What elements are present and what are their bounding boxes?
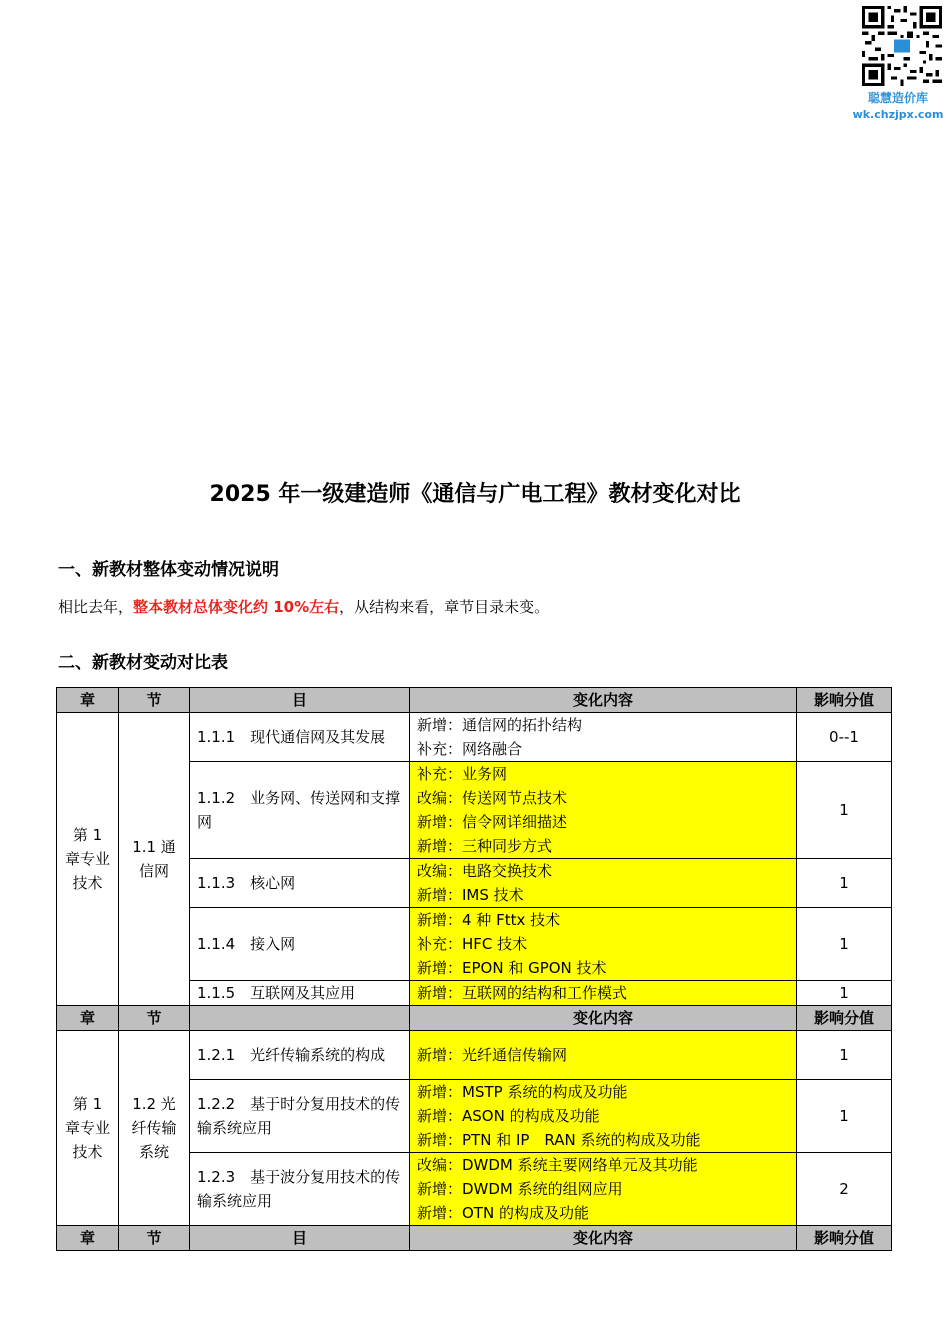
- change-line: 新增：4 种 Fttx 技术: [417, 911, 561, 929]
- brand-name: 聪慧造价库: [867, 91, 928, 105]
- change-line: 新增：光纤通信传输网: [417, 1046, 568, 1064]
- brand-url[interactable]: wk.chzjpx.com: [852, 108, 944, 121]
- page-title: 2025 年一级建造师《通信与广电工程》教材变化对比: [209, 482, 741, 507]
- change-line: 新增：通信网的拓扑结构: [417, 716, 583, 734]
- score-cell: 1: [797, 859, 892, 908]
- header-section: 节: [119, 1006, 190, 1031]
- table-header-row: [57, 1226, 892, 1251]
- change-line: 新增：互联网的结构和工作模式: [417, 984, 628, 1002]
- change-cell: [410, 1080, 797, 1153]
- change-cell: [410, 1153, 797, 1226]
- header-change: 变化内容: [410, 1226, 797, 1251]
- change-cell: [410, 859, 797, 908]
- header-score: 影响分值: [797, 1006, 892, 1031]
- header-item: [190, 1006, 410, 1031]
- change-line: 新增：DWDM 系统的组网应用: [417, 1180, 623, 1198]
- item-cell: 1.2.3 基于波分复用技术的传输系统应用: [190, 1153, 410, 1226]
- item-cell: 1.1.4 接入网: [190, 908, 410, 981]
- header-change: 变化内容: [410, 688, 797, 713]
- section1-heading: 一、新教材整体变动情况说明: [58, 560, 279, 580]
- change-line: 补充：网络融合: [417, 740, 523, 758]
- change-cell: [410, 908, 797, 981]
- change-line: 新增：OTN 的构成及功能: [417, 1204, 589, 1222]
- score-cell: 2: [797, 1153, 892, 1226]
- item-cell: 1.1.5 互联网及其应用: [190, 981, 410, 1006]
- table-row: [57, 713, 892, 762]
- change-cell: [410, 713, 797, 762]
- chapter-cell: 第 1 章专业技术: [57, 713, 119, 1006]
- header-chapter: 章: [57, 1226, 119, 1251]
- table-row: [57, 1031, 892, 1080]
- change-cell: [410, 981, 797, 1006]
- paragraph-text: 相比去年，: [58, 598, 134, 616]
- header-item: 目: [190, 1226, 410, 1251]
- score-cell: 1: [797, 908, 892, 981]
- header-section: 节: [119, 688, 190, 713]
- change-line: 新增：三种同步方式: [417, 837, 553, 855]
- header-chapter: 章: [57, 688, 119, 713]
- change-cell: [410, 1031, 797, 1080]
- header-item: 目: [190, 688, 410, 713]
- change-line: 新增：IMS 技术: [417, 886, 524, 904]
- item-cell: 1.2.2 基于时分复用技术的传输系统应用: [190, 1080, 410, 1153]
- item-cell: 1.1.1 现代通信网及其发展: [190, 713, 410, 762]
- change-line: 补充：业务网: [417, 765, 508, 783]
- paragraph-text-end: ，从结构来看，章节目录未变。: [339, 598, 550, 616]
- change-line: 改编：传送网节点技术: [417, 789, 568, 807]
- score-cell: 1: [797, 1031, 892, 1080]
- header-score: 影响分值: [797, 1226, 892, 1251]
- change-line: 补充：HFC 技术: [417, 935, 528, 953]
- change-line: 新增：MSTP 系统的构成及功能: [417, 1083, 628, 1101]
- qr-code-icon: [862, 6, 942, 86]
- change-line: 改编：电路交换技术: [417, 862, 553, 880]
- change-cell: [410, 762, 797, 859]
- header-section: 节: [119, 1226, 190, 1251]
- change-line: 新增：PTN 和 IP RAN 系统的构成及功能: [417, 1131, 701, 1149]
- chapter-cell: 第 1 章专业技术: [57, 1031, 119, 1226]
- change-line: 新增：信令网详细描述: [417, 813, 568, 831]
- table-header-row: [57, 688, 892, 713]
- change-line: 改编：DWDM 系统主要网络单元及其功能: [417, 1156, 698, 1174]
- score-cell: 0--1: [797, 713, 892, 762]
- section-cell: 1.1 通信网: [119, 713, 190, 1006]
- score-cell: 1: [797, 981, 892, 1006]
- score-cell: 1: [797, 762, 892, 859]
- table-header-row: [57, 1006, 892, 1031]
- change-line: 新增：EPON 和 GPON 技术: [417, 959, 607, 977]
- section2-heading: 二、新教材变动对比表: [58, 653, 228, 673]
- section1-paragraph: [58, 594, 549, 620]
- score-cell: 1: [797, 1080, 892, 1153]
- header-score: 影响分值: [797, 688, 892, 713]
- item-cell: 1.2.1 光纤传输系统的构成: [190, 1031, 410, 1080]
- change-line: 新增：ASON 的构成及功能: [417, 1107, 600, 1125]
- header-chapter: 章: [57, 1006, 119, 1031]
- item-cell: 1.1.3 核心网: [190, 859, 410, 908]
- section-cell: 1.2 光纤传输系统: [119, 1031, 190, 1226]
- comparison-table: [56, 687, 892, 1251]
- item-cell: 1.1.2 业务网、传送网和支撑网: [190, 762, 410, 859]
- paragraph-highlight: 整本教材总体变化约 10%左右: [133, 598, 340, 616]
- header-change: 变化内容: [410, 1006, 797, 1031]
